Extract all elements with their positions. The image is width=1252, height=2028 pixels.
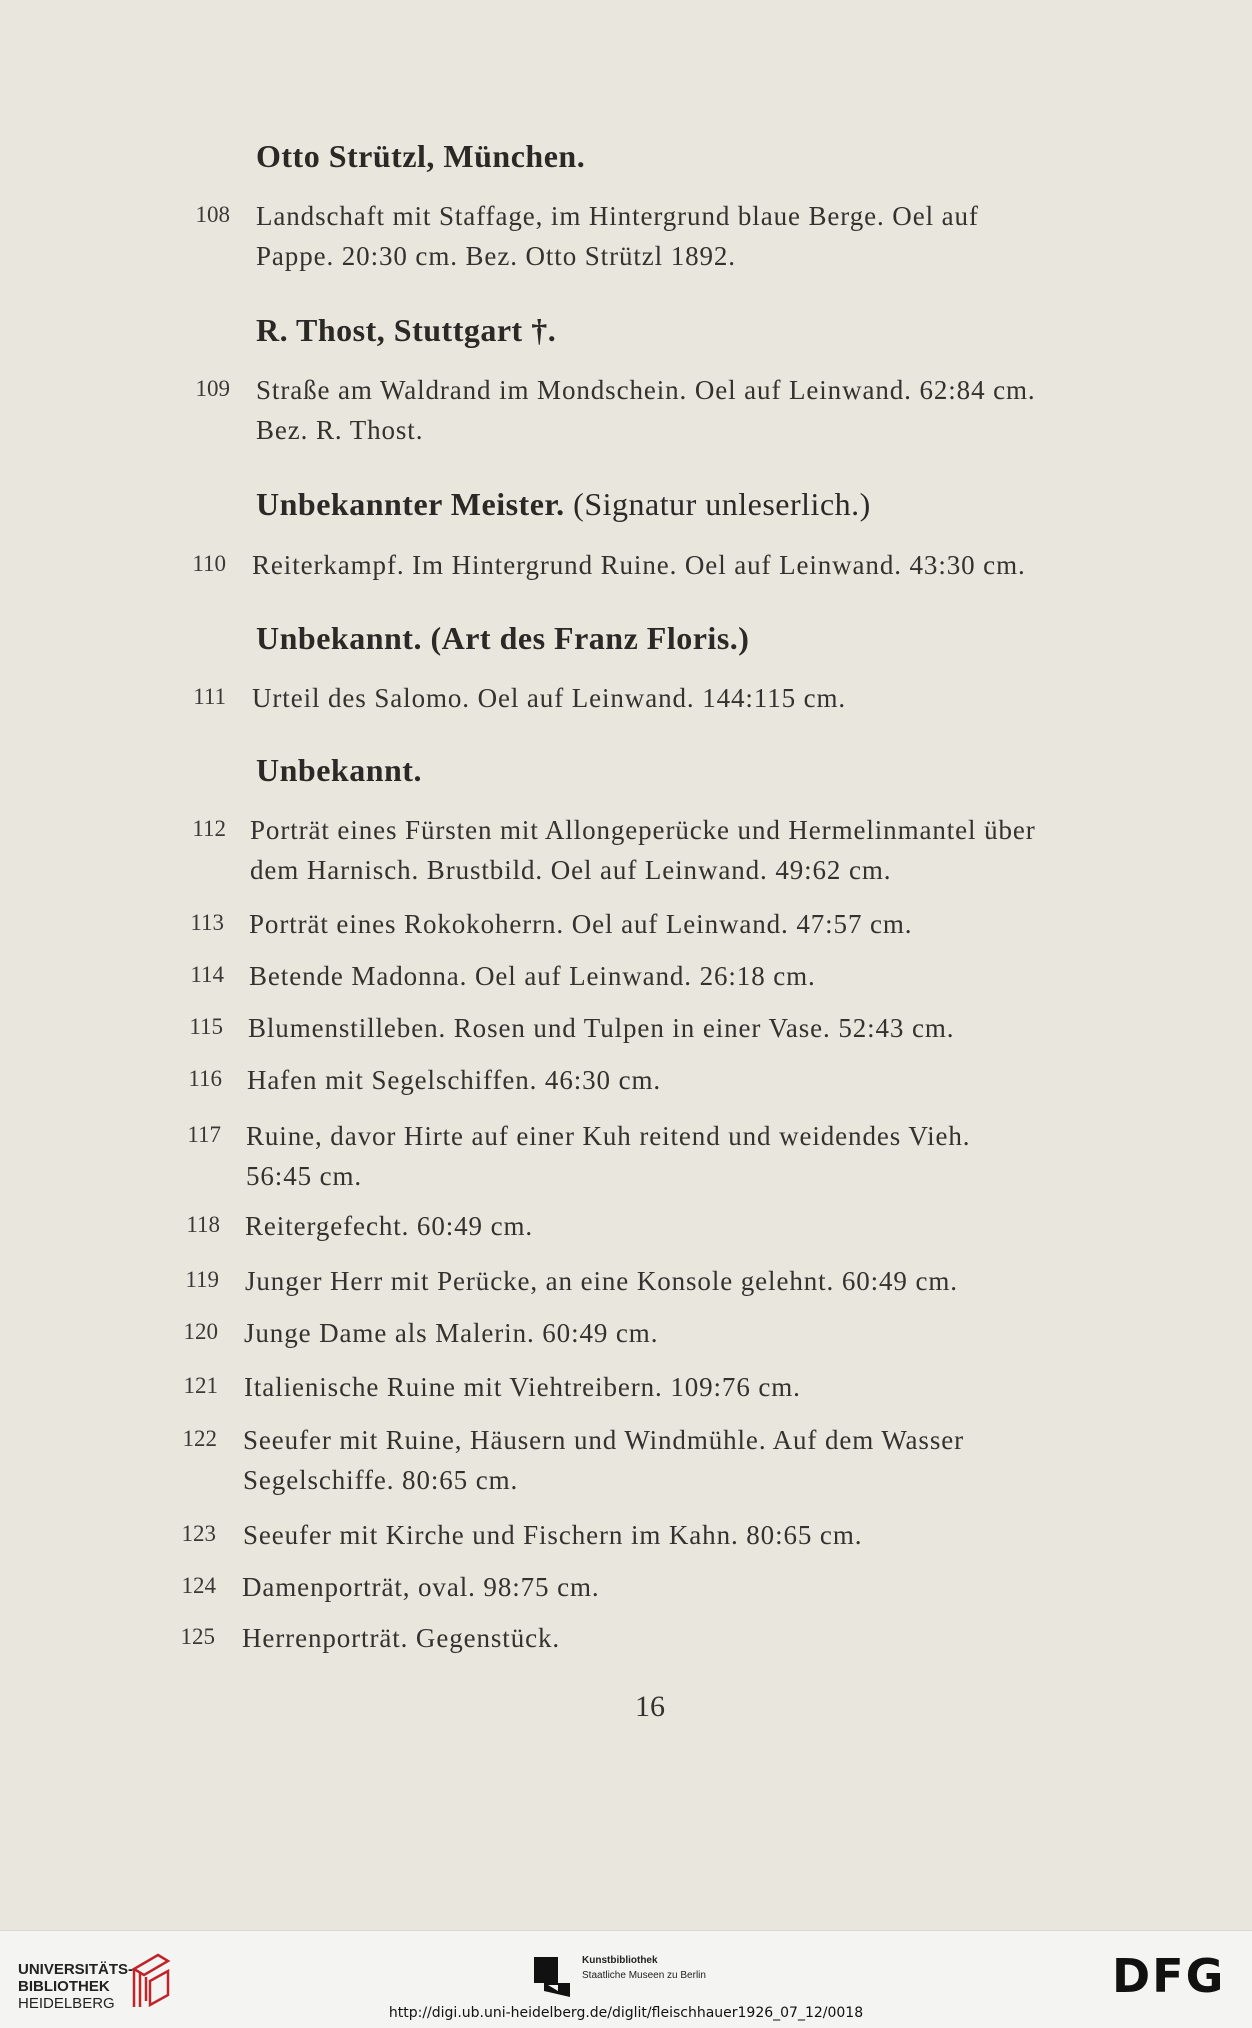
entry-text bbox=[250, 810, 1036, 890]
entry-number: 124 bbox=[181, 1573, 216, 1598]
entry-line: Seeufer mit Ruine, Häusern und Windmühle. Auf dem Wasser bbox=[243, 1425, 965, 1455]
page-number: 16 bbox=[635, 1690, 665, 1723]
entry-line: Italienische Ruine mit Viehtreibern. 109:76 cm. bbox=[244, 1372, 801, 1402]
entry-number: 120 bbox=[183, 1319, 218, 1344]
entry-text bbox=[256, 370, 1036, 450]
entry-line: Urteil des Salomo. Oel auf Leinwand. 144:115 cm. bbox=[252, 683, 847, 713]
section-heading bbox=[256, 138, 585, 175]
entry-number: 119 bbox=[185, 1267, 219, 1292]
entry-number: 112 bbox=[192, 816, 226, 841]
entry-number: 122 bbox=[182, 1426, 217, 1451]
entry-number: 125 bbox=[180, 1624, 215, 1649]
entry-line: Blumenstilleben. Rosen und Tulpen in einer Vase. 52:43 cm. bbox=[248, 1013, 955, 1043]
logo-text: HEIDELBERG bbox=[18, 1995, 115, 2012]
entry-text bbox=[244, 1367, 801, 1407]
section-heading-text: Unbekannt. bbox=[256, 752, 422, 788]
entry-line: Herrenporträt. Gegenstück. bbox=[242, 1623, 561, 1653]
entry-text bbox=[242, 1618, 560, 1658]
entry-text bbox=[249, 904, 912, 944]
section-heading bbox=[256, 486, 871, 523]
entry-line: Damenporträt, oval. 98:75 cm. bbox=[242, 1572, 600, 1602]
kunstbibliothek-logo-icon bbox=[534, 1957, 572, 1997]
entry-number: 114 bbox=[190, 962, 224, 987]
entry-number: 113 bbox=[190, 910, 224, 935]
entry-line: 56:45 cm. bbox=[246, 1161, 363, 1191]
entry-number: 111 bbox=[193, 684, 226, 709]
permalink-url[interactable]: http://digi.ub.uni-heidelberg.de/diglit/fleischhauer1926_07_12/0018 bbox=[388, 2005, 864, 2021]
entry-line: Straße am Waldrand im Mondschein. Oel auf Leinwand. 62:84 cm. bbox=[256, 375, 1036, 405]
entry-text bbox=[245, 1261, 958, 1301]
entry-line: Segelschiffe. 80:65 cm. bbox=[243, 1465, 519, 1495]
entry-line: Reiterkampf. Im Hintergrund Ruine. Oel auf Leinwand. 43:30 cm. bbox=[252, 550, 1026, 580]
entry-text bbox=[249, 956, 816, 996]
section-heading bbox=[256, 620, 749, 657]
entry-number: 121 bbox=[183, 1373, 218, 1398]
logo-text: Staatliche Museen zu Berlin bbox=[582, 1970, 706, 1981]
entry-text bbox=[252, 545, 1026, 585]
entry-line: Hafen mit Segelschiffen. 46:30 cm. bbox=[247, 1065, 662, 1095]
entry-number: 117 bbox=[187, 1122, 221, 1147]
entry-text bbox=[245, 1206, 533, 1246]
logo-text: BIBLIOTHEK bbox=[18, 1978, 110, 1995]
section-heading-text: Unbekannter Meister. bbox=[256, 486, 565, 522]
dfg-logo[interactable]: DFG bbox=[1112, 1949, 1226, 2003]
section-heading-text: R. Thost, Stuttgart †. bbox=[256, 312, 557, 348]
entry-number: 118 bbox=[186, 1212, 220, 1237]
entry-number: 110 bbox=[192, 551, 226, 576]
library-mark-icon bbox=[128, 1951, 174, 2011]
entry-line: Landschaft mit Staffage, im Hintergrund blaue Berge. Oel auf bbox=[256, 201, 979, 231]
entry-text bbox=[244, 1313, 658, 1353]
entry-line: Betende Madonna. Oel auf Leinwand. 26:18 cm. bbox=[249, 961, 816, 991]
entry-line: Bez. R. Thost. bbox=[256, 415, 424, 445]
entry-text bbox=[246, 1116, 970, 1196]
entry-line: Junger Herr mit Perücke, an eine Konsole gelehnt. 60:49 cm. bbox=[245, 1266, 958, 1296]
entry-line: Junge Dame als Malerin. 60:49 cm. bbox=[244, 1318, 659, 1348]
entry-line: Porträt eines Fürsten mit Allongeperücke und Hermelinmantel über bbox=[250, 815, 1036, 845]
entry-line: Ruine, davor Hirte auf einer Kuh reitend und weidendes Vieh. bbox=[246, 1121, 971, 1151]
section-heading bbox=[256, 312, 556, 349]
entry-line: Pappe. 20:30 cm. Bez. Otto Strützl 1892. bbox=[256, 241, 736, 271]
kunstbibliothek-text[interactable] bbox=[582, 1953, 706, 1983]
entry-number: 123 bbox=[181, 1521, 216, 1546]
entry-line: Seeufer mit Kirche und Fischern im Kahn. 80:65 cm. bbox=[243, 1520, 863, 1550]
section-heading-text: Unbekannt. (Art des Franz Floris.) bbox=[256, 620, 750, 656]
entry-line: Porträt eines Rokokoherrn. Oel auf Leinwand. 47:57 cm. bbox=[249, 909, 913, 939]
section-heading bbox=[256, 752, 422, 789]
section-heading-note: (Signatur unleserlich.) bbox=[573, 486, 871, 522]
footer-bar bbox=[0, 1930, 1252, 2028]
entry-text bbox=[248, 1008, 954, 1048]
entry-text bbox=[243, 1420, 964, 1500]
logo-text: UNIVERSITÄTS- bbox=[18, 1961, 134, 1978]
section-heading-text: Otto Strützl, München. bbox=[256, 138, 586, 174]
logo-text: Kunstbibliothek bbox=[582, 1955, 658, 1966]
entry-text bbox=[256, 196, 979, 276]
entry-text bbox=[252, 678, 846, 718]
entry-text bbox=[247, 1060, 661, 1100]
entry-number: 109 bbox=[195, 376, 230, 401]
entry-number: 116 bbox=[188, 1066, 222, 1091]
entry-number: 115 bbox=[189, 1014, 223, 1039]
entry-number: 108 bbox=[195, 202, 230, 227]
entry-text bbox=[242, 1567, 600, 1607]
entry-line: dem Harnisch. Brustbild. Oel auf Leinwand. 49:62 cm. bbox=[250, 855, 892, 885]
entry-line: Reitergefecht. 60:49 cm. bbox=[245, 1211, 534, 1241]
entry-text bbox=[243, 1515, 862, 1555]
